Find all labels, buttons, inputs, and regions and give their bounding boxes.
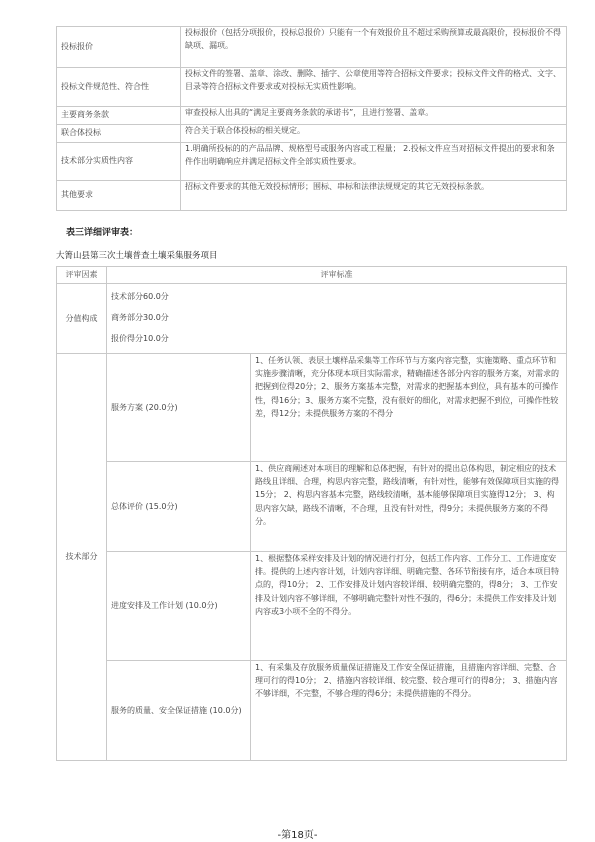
row-value: 审查投标人出具的“满足主要商务条款的承诺书”，且进行签署、盖章。 [181, 107, 567, 125]
criteria-text: 1、供应商阐述对本项目的理解和总体把握，有针对的提出总体构思，制定相应的技术路线且详细、合理，构思内容完整，路线清晰，有针对性，能够有效保障项目实施的得15分； 2、构思内容基本完整，路线较清晰，基本能够保障项目实施得12分； 3、构思内容欠缺，路线不清晰，不合理，且没有针对性，得9分；未提供服务方案的不得分。 [251, 462, 567, 552]
criteria-row [57, 462, 567, 552]
table-row [57, 181, 567, 211]
project-title: 大箐山县第三次土壤普查土壤采集服务项目 [56, 251, 218, 261]
row-key: 其他要求 [57, 181, 181, 211]
score-composition-label: 分值构成 [57, 284, 107, 354]
criteria-item-name: 服务方案 (20.0分) [107, 354, 251, 462]
criteria-text: 1、有采集及存放服务质量保证措施及工作安全保证措施，且措施内容详细、完整、合理可行的得10分； 2、措施内容较详细、较完整、较合理可行的得8分； 3、措施内容不够详细，不完整，不够合理的得6分；未提供措施的不得分。 [251, 661, 567, 761]
technical-label: 技术部分 [57, 354, 107, 761]
row-value: 投标报价（包括分项报价，投标总报价）只能有一个有效报价且不超过采购预算或最高限价，投标报价不得缺项、漏项。 [181, 27, 567, 68]
criteria-item-name: 进度安排及工作计划 (10.0分) [107, 552, 251, 661]
score-line: 报价得分10.0分 [111, 333, 169, 343]
page-number: -第18页- [277, 830, 318, 841]
table-row [57, 125, 567, 143]
criteria-item-name: 服务的质量、安全保证措施 (10.0分) [107, 661, 251, 761]
row-key: 投标文件规范性、符合性 [57, 68, 181, 107]
criteria-row [57, 354, 567, 462]
table-row [57, 107, 567, 125]
row-value: 符合关于联合体投标的相关规定。 [181, 125, 567, 143]
section-title: 表三详细评审表： [66, 228, 139, 238]
table-row [57, 143, 567, 181]
score-composition-row [57, 284, 567, 354]
score-line: 商务部分30.0分 [111, 312, 169, 322]
table-header-row [57, 267, 567, 284]
row-key: 联合体投标 [57, 125, 181, 143]
score-composition-list [107, 284, 567, 354]
qualification-table [56, 26, 567, 211]
criteria-row [57, 552, 567, 661]
criteria-item-name: 总体评价 (15.0分) [107, 462, 251, 552]
row-key: 技术部分实质性内容 [57, 143, 181, 181]
criteria-row [57, 661, 567, 761]
row-value: 招标文件要求的其他无效投标情形；围标、串标和法律法规规定的其它无效投标条款。 [181, 181, 567, 211]
criteria-text: 1、根据整体采样安排及计划的情况进行打分，包括工作内容、工作分工、工作进度安排。提供的上述内容计划，计划内容详细、明确完整、各环节衔接有序，适合本项目特点的，得10分； 2、工作安排及计划内容较详细、较明确完整的，得8分； 3、工作安排及计划内容不够详细，不够明确完整针对性不强的，得6分；未提供工作安排及计划内容或3小项不全的不得分。 [251, 552, 567, 661]
header-standard: 评审标准 [107, 267, 567, 284]
header-factor: 评审因素 [57, 267, 107, 284]
row-key: 投标报价 [57, 27, 181, 68]
detailed-review-table [56, 266, 567, 761]
row-value: 1.明确所投标的的产品品牌、规格型号或服务内容或工程量； 2.投标文件应当对招标文件提出的要求和条件作出明确响应并满足招标文件全部实质性要求。 [181, 143, 567, 181]
row-key: 主要商务条款 [57, 107, 181, 125]
table-row [57, 27, 567, 68]
score-line: 技术部分60.0分 [111, 291, 169, 301]
criteria-text: 1、任务认领、表层土壤样品采集等工作环节与方案内容完整，实施策略、重点环节和实施步骤清晰，充分体现本项目实际需求，精确描述各部分内容的服务方案，对需求的把握到位得20分；2、服务方案基本完整，对需求的把握基本到位，具有基本的可操作性，得16分；3、服务方案不完整，没有很好的细化，对需求把握不到位，可操作性较差，得12分；未提供服务方案的不得分 [251, 354, 567, 462]
row-value: 投标文件的签署、盖章、涂改、删除、插字、公章使用等符合招标文件要求；投标文件文件的格式、文字、目录等符合招标文件要求或对投标无实质性影响。 [181, 68, 567, 107]
table-row [57, 68, 567, 107]
